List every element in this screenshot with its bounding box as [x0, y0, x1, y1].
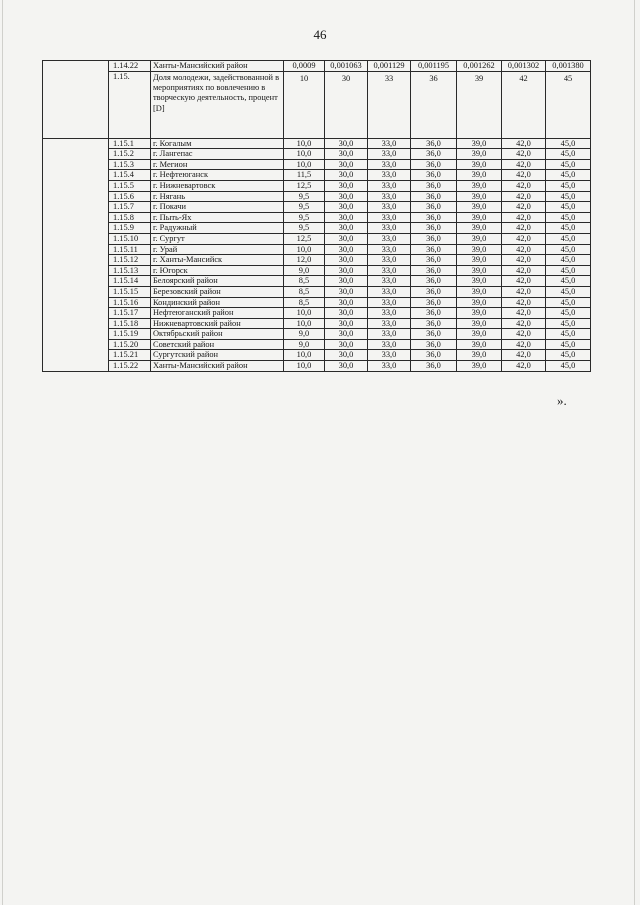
row-value: 10,0 — [284, 138, 325, 149]
row-value: 36,0 — [411, 212, 457, 223]
row-value: 39,0 — [457, 297, 502, 308]
row-name: г. Нижневартовск — [151, 180, 284, 191]
row-value: 33,0 — [368, 318, 411, 329]
row-value: 36,0 — [411, 170, 457, 181]
row-name: Октябрьский район — [151, 329, 284, 340]
table-row — [43, 159, 591, 170]
row-value: 42,0 — [502, 138, 546, 149]
row-value: 39,0 — [457, 149, 502, 160]
row-name: Ханты-Мансийский район — [151, 61, 284, 72]
row-value: 30,0 — [325, 255, 368, 266]
row-value: 9,5 — [284, 191, 325, 202]
table-row — [43, 286, 591, 297]
row-value: 30,0 — [325, 350, 368, 361]
row-name: г. Радужный — [151, 223, 284, 234]
table-row — [43, 233, 591, 244]
row-value: 33,0 — [368, 191, 411, 202]
row-value: 10,0 — [284, 149, 325, 160]
row-value: 42,0 — [502, 297, 546, 308]
row-value: 33,0 — [368, 286, 411, 297]
row-value: 10,0 — [284, 361, 325, 372]
row-value: 30,0 — [325, 329, 368, 340]
row-value: 45,0 — [546, 361, 591, 372]
row-name: Нижневартовский район — [151, 318, 284, 329]
row-value: 33,0 — [368, 170, 411, 181]
table-row — [43, 138, 591, 149]
row-value: 30,0 — [325, 297, 368, 308]
row-code: 1.15.15 — [109, 286, 151, 297]
row-value: 39,0 — [457, 350, 502, 361]
row-code: 1.15.22 — [109, 361, 151, 372]
row-code: 1.14.22 — [109, 61, 151, 72]
row-value: 0,001129 — [368, 61, 411, 72]
row-value: 36,0 — [411, 233, 457, 244]
row-value: 33,0 — [368, 149, 411, 160]
row-value: 42,0 — [502, 149, 546, 160]
row-value: 45,0 — [546, 138, 591, 149]
row-value: 36,0 — [411, 202, 457, 213]
row-value: 42,0 — [502, 329, 546, 340]
row-value: 33,0 — [368, 276, 411, 287]
row-value: 9,0 — [284, 339, 325, 350]
row-value: 33,0 — [368, 339, 411, 350]
table-row — [43, 61, 591, 72]
row-value: 8,5 — [284, 286, 325, 297]
table-row — [43, 329, 591, 340]
row-value: 45,0 — [546, 329, 591, 340]
row-value: 30,0 — [325, 286, 368, 297]
row-value: 8,5 — [284, 276, 325, 287]
row-value: 11,5 — [284, 170, 325, 181]
row-value: 9,5 — [284, 202, 325, 213]
row-value: 12,0 — [284, 255, 325, 266]
row-value: 45,0 — [546, 170, 591, 181]
row-value: 39,0 — [457, 244, 502, 255]
row-code: 1.15.8 — [109, 212, 151, 223]
row-value: 42,0 — [502, 233, 546, 244]
table-row — [43, 149, 591, 160]
row-name: г. Сургут — [151, 233, 284, 244]
row-code: 1.15.20 — [109, 339, 151, 350]
row-value: 0,001262 — [457, 61, 502, 72]
indicator-value: 30 — [325, 71, 368, 138]
row-value: 33,0 — [368, 308, 411, 319]
row-code: 1.15.13 — [109, 265, 151, 276]
table-row — [43, 339, 591, 350]
row-value: 33,0 — [368, 350, 411, 361]
row-value: 42,0 — [502, 180, 546, 191]
row-value: 10,0 — [284, 350, 325, 361]
row-value: 30,0 — [325, 212, 368, 223]
scan-edge-right — [634, 0, 635, 905]
row-name: Кондинский район — [151, 297, 284, 308]
row-value: 0,001380 — [546, 61, 591, 72]
row-value: 39,0 — [457, 286, 502, 297]
table-row — [43, 308, 591, 319]
row-value: 36,0 — [411, 276, 457, 287]
row-name: Советский район — [151, 339, 284, 350]
row-value: 36,0 — [411, 191, 457, 202]
row-value: 0,0009 — [284, 61, 325, 72]
row-value: 36,0 — [411, 350, 457, 361]
row-name: Белоярский район — [151, 276, 284, 287]
row-value: 45,0 — [546, 339, 591, 350]
table-row — [43, 350, 591, 361]
row-value: 39,0 — [457, 265, 502, 276]
row-code: 1.15.11 — [109, 244, 151, 255]
row-value: 45,0 — [546, 233, 591, 244]
row-value: 30,0 — [325, 265, 368, 276]
row-value: 39,0 — [457, 318, 502, 329]
row-value: 9,0 — [284, 265, 325, 276]
row-value: 39,0 — [457, 170, 502, 181]
indicator-value: 45 — [546, 71, 591, 138]
row-value: 42,0 — [502, 170, 546, 181]
row-value: 8,5 — [284, 297, 325, 308]
row-value: 30,0 — [325, 149, 368, 160]
row-value: 36,0 — [411, 329, 457, 340]
indicator-value: 36 — [411, 71, 457, 138]
row-value: 39,0 — [457, 339, 502, 350]
row-value: 42,0 — [502, 265, 546, 276]
row-value: 42,0 — [502, 361, 546, 372]
row-value: 45,0 — [546, 318, 591, 329]
row-value: 0,001195 — [411, 61, 457, 72]
indicator-value: 39 — [457, 71, 502, 138]
row-value: 36,0 — [411, 244, 457, 255]
row-value: 39,0 — [457, 202, 502, 213]
page-number: 46 — [313, 27, 327, 42]
row-value: 39,0 — [457, 308, 502, 319]
row-value: 39,0 — [457, 191, 502, 202]
indicator-value: 10 — [284, 71, 325, 138]
table-row — [43, 170, 591, 181]
row-code: 1.15.5 — [109, 180, 151, 191]
row-value: 45,0 — [546, 286, 591, 297]
indicator-header-row — [43, 71, 591, 138]
row-name: г. Лангепас — [151, 149, 284, 160]
row-name: Нефтеюганский район — [151, 308, 284, 319]
row-name: Березовский район — [151, 286, 284, 297]
table-row — [43, 202, 591, 213]
indicator-table-container — [42, 60, 590, 372]
row-code: 1.15.6 — [109, 191, 151, 202]
row-name: г. Нефтеюганск — [151, 170, 284, 181]
blank-cell — [43, 138, 109, 371]
row-value: 12,5 — [284, 180, 325, 191]
row-value: 10,0 — [284, 244, 325, 255]
row-code: 1.15.17 — [109, 308, 151, 319]
row-value: 42,0 — [502, 159, 546, 170]
row-value: 39,0 — [457, 233, 502, 244]
row-value: 42,0 — [502, 286, 546, 297]
table-row — [43, 191, 591, 202]
row-value: 45,0 — [546, 276, 591, 287]
row-value: 30,0 — [325, 202, 368, 213]
row-value: 45,0 — [546, 159, 591, 170]
row-value: 33,0 — [368, 212, 411, 223]
indicator-table — [42, 60, 591, 372]
row-name: г. Ханты-Мансийск — [151, 255, 284, 266]
row-value: 33,0 — [368, 361, 411, 372]
row-name: г. Урай — [151, 244, 284, 255]
row-value: 33,0 — [368, 159, 411, 170]
indicator-value: 42 — [502, 71, 546, 138]
row-value: 39,0 — [457, 138, 502, 149]
row-value: 36,0 — [411, 138, 457, 149]
row-value: 36,0 — [411, 339, 457, 350]
row-value: 0,001063 — [325, 61, 368, 72]
row-code: 1.15.16 — [109, 297, 151, 308]
row-value: 45,0 — [546, 350, 591, 361]
row-name: Ханты-Мансийский район — [151, 361, 284, 372]
row-value: 30,0 — [325, 276, 368, 287]
row-value: 33,0 — [368, 329, 411, 340]
row-value: 45,0 — [546, 255, 591, 266]
table-row — [43, 297, 591, 308]
row-value: 42,0 — [502, 339, 546, 350]
row-value: 42,0 — [502, 212, 546, 223]
indicator-value: 33 — [368, 71, 411, 138]
table-row — [43, 255, 591, 266]
row-value: 0,001302 — [502, 61, 546, 72]
row-value: 9,5 — [284, 223, 325, 234]
row-value: 45,0 — [546, 180, 591, 191]
row-value: 45,0 — [546, 223, 591, 234]
row-value: 30,0 — [325, 191, 368, 202]
row-value: 42,0 — [502, 202, 546, 213]
row-value: 30,0 — [325, 308, 368, 319]
row-value: 30,0 — [325, 233, 368, 244]
row-value: 36,0 — [411, 318, 457, 329]
row-value: 39,0 — [457, 223, 502, 234]
row-value: 42,0 — [502, 223, 546, 234]
row-value: 36,0 — [411, 223, 457, 234]
row-value: 45,0 — [546, 191, 591, 202]
row-value: 45,0 — [546, 212, 591, 223]
table-row — [43, 223, 591, 234]
row-value: 30,0 — [325, 138, 368, 149]
row-code: 1.15.3 — [109, 159, 151, 170]
row-value: 36,0 — [411, 265, 457, 276]
row-code: 1.15.9 — [109, 223, 151, 234]
row-value: 39,0 — [457, 361, 502, 372]
indicator-table-body — [43, 61, 591, 372]
row-value: 33,0 — [368, 244, 411, 255]
row-name: г. Югорск — [151, 265, 284, 276]
row-value: 36,0 — [411, 297, 457, 308]
row-code: 1.15.4 — [109, 170, 151, 181]
row-name: г. Пыть-Ях — [151, 212, 284, 223]
row-value: 42,0 — [502, 276, 546, 287]
row-value: 36,0 — [411, 308, 457, 319]
row-value: 39,0 — [457, 159, 502, 170]
row-value: 33,0 — [368, 297, 411, 308]
row-value: 39,0 — [457, 329, 502, 340]
row-code: 1.15.14 — [109, 276, 151, 287]
table-row — [43, 212, 591, 223]
row-code: 1.15.1 — [109, 138, 151, 149]
row-value: 30,0 — [325, 244, 368, 255]
table-row — [43, 318, 591, 329]
row-value: 10,0 — [284, 308, 325, 319]
row-value: 36,0 — [411, 255, 457, 266]
row-value: 39,0 — [457, 180, 502, 191]
row-value: 9,0 — [284, 329, 325, 340]
table-row — [43, 180, 591, 191]
row-code: 1.15.7 — [109, 202, 151, 213]
row-value: 39,0 — [457, 212, 502, 223]
row-value: 45,0 — [546, 149, 591, 160]
row-name: Сургутский район — [151, 350, 284, 361]
row-value: 33,0 — [368, 255, 411, 266]
row-code: 1.15.12 — [109, 255, 151, 266]
row-value: 45,0 — [546, 297, 591, 308]
row-value: 30,0 — [325, 361, 368, 372]
row-value: 30,0 — [325, 339, 368, 350]
row-value: 42,0 — [502, 255, 546, 266]
table-row — [43, 361, 591, 372]
row-value: 36,0 — [411, 180, 457, 191]
row-value: 12,5 — [284, 233, 325, 244]
row-value: 9,5 — [284, 212, 325, 223]
row-value: 42,0 — [502, 318, 546, 329]
row-value: 30,0 — [325, 223, 368, 234]
row-value: 30,0 — [325, 180, 368, 191]
table-row — [43, 244, 591, 255]
indicator-name: Доля молодежи, задействованной в мероприятиях по вовлечению в творческую деятельность, процент [D] — [151, 71, 284, 138]
scan-edge-left — [2, 0, 3, 905]
row-value: 36,0 — [411, 286, 457, 297]
row-value: 33,0 — [368, 138, 411, 149]
row-value: 45,0 — [546, 265, 591, 276]
row-value: 33,0 — [368, 265, 411, 276]
row-value: 33,0 — [368, 233, 411, 244]
closing-quote-mark: ». — [557, 393, 567, 408]
row-value: 39,0 — [457, 255, 502, 266]
blank-cell — [43, 61, 109, 139]
table-row — [43, 276, 591, 287]
row-name: г. Мегион — [151, 159, 284, 170]
row-name: г. Покачи — [151, 202, 284, 213]
row-name: г. Когалым — [151, 138, 284, 149]
row-code: 1.15.2 — [109, 149, 151, 160]
row-value: 10,0 — [284, 318, 325, 329]
row-value: 42,0 — [502, 350, 546, 361]
indicator-code: 1.15. — [109, 71, 151, 138]
row-value: 10,0 — [284, 159, 325, 170]
row-value: 42,0 — [502, 308, 546, 319]
row-value: 33,0 — [368, 202, 411, 213]
row-code: 1.15.18 — [109, 318, 151, 329]
table-row — [43, 265, 591, 276]
row-value: 45,0 — [546, 244, 591, 255]
row-value: 30,0 — [325, 318, 368, 329]
row-value: 42,0 — [502, 244, 546, 255]
row-value: 30,0 — [325, 159, 368, 170]
row-code: 1.15.21 — [109, 350, 151, 361]
row-value: 39,0 — [457, 276, 502, 287]
row-value: 33,0 — [368, 180, 411, 191]
row-value: 45,0 — [546, 308, 591, 319]
row-value: 36,0 — [411, 361, 457, 372]
row-code: 1.15.10 — [109, 233, 151, 244]
row-name: г. Нягань — [151, 191, 284, 202]
row-value: 45,0 — [546, 202, 591, 213]
row-value: 36,0 — [411, 159, 457, 170]
row-value: 42,0 — [502, 191, 546, 202]
row-value: 33,0 — [368, 223, 411, 234]
row-value: 36,0 — [411, 149, 457, 160]
row-value: 30,0 — [325, 170, 368, 181]
row-code: 1.15.19 — [109, 329, 151, 340]
